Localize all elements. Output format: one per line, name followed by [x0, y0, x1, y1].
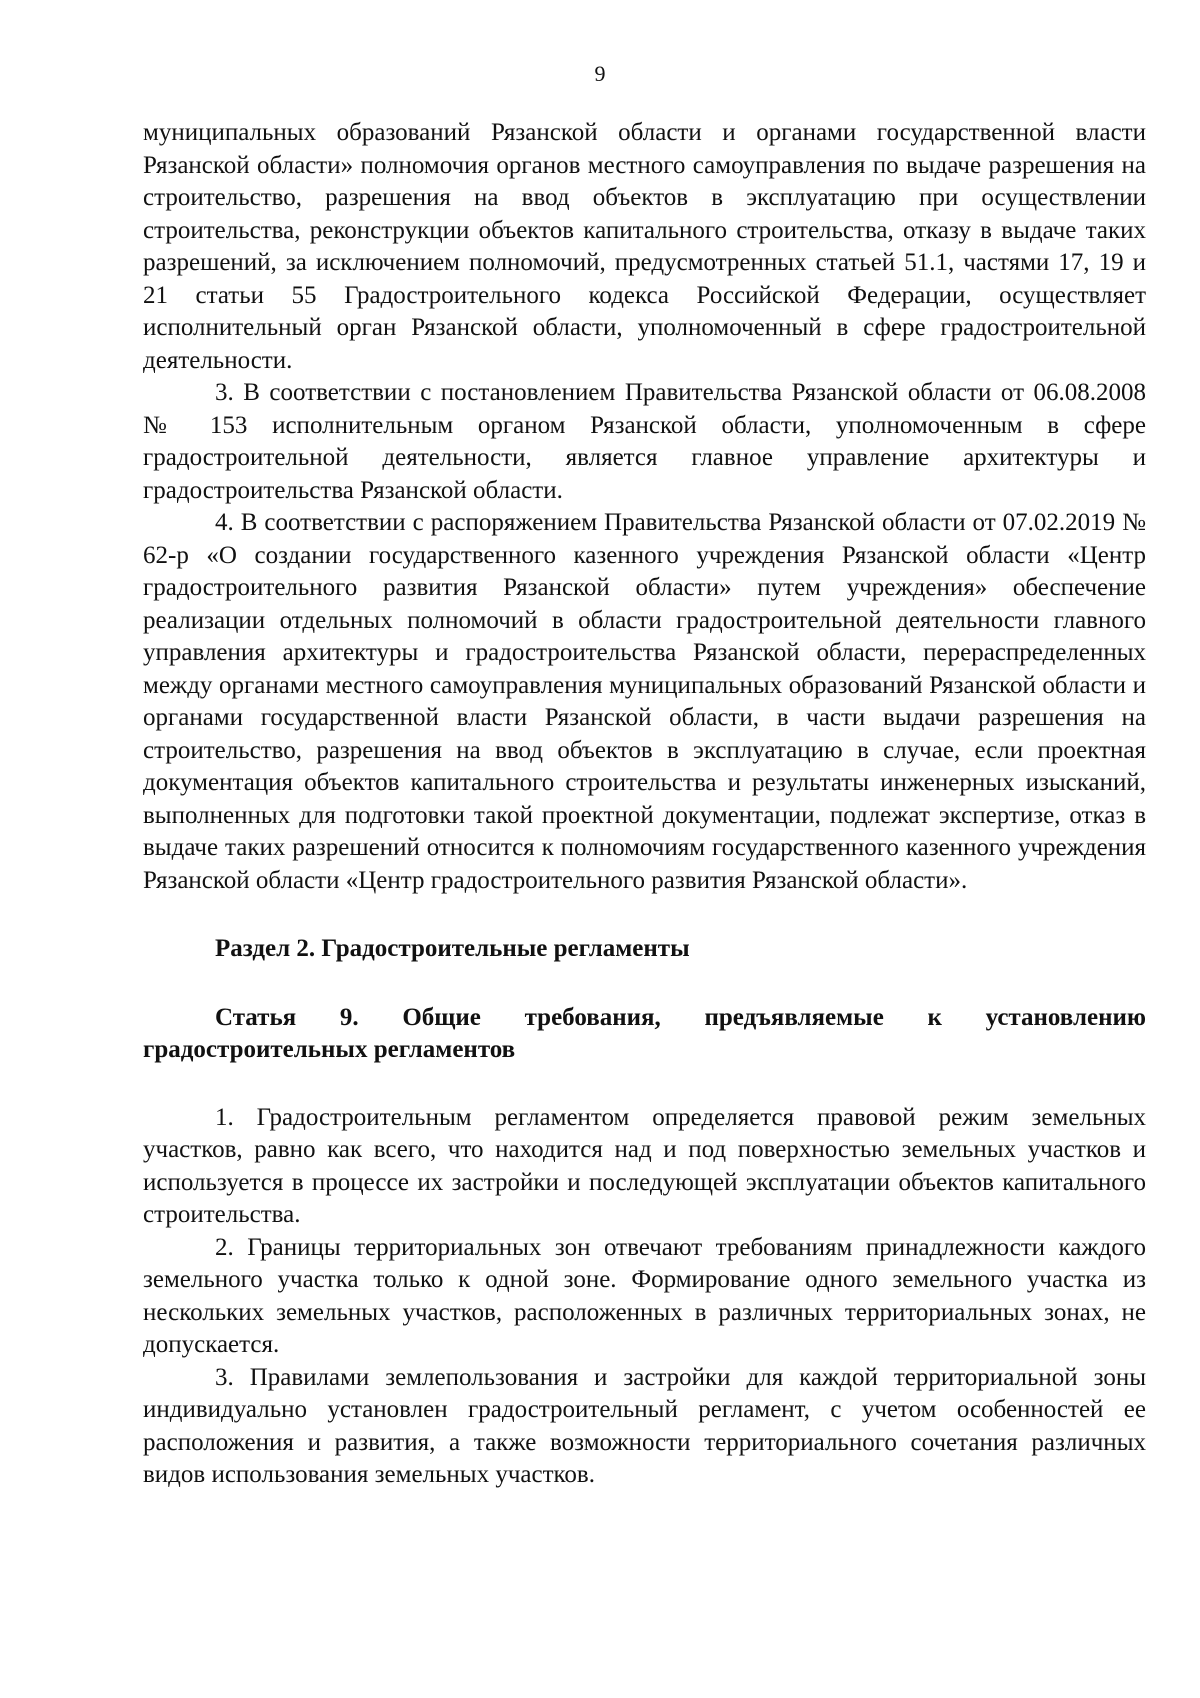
paragraph-3: 3. В соответствии с постановлением Правительства Рязанской области от 06.08.2008 № 153 исполнительным органом Рязанской области, уполномоченным в сфере градостроительной деятельности, является главное управление архитектуры и градостроительства Рязанской области. [143, 379, 1146, 504]
paragraph-4: 4. В соответствии с распоряжением Правительства Рязанской области от 07.02.2019 № 62-р «О создании государственного казенного учреждения Рязанской области «Центр градостроительного развития Рязанской области» путем учреждения» обеспечение реализации отдельных полномочий в области градостроительной деятельности главного управления архитектуры и градостроительства Рязанской области, перераспределенных между органами местного самоуправления муниципальных образований Рязанской области и органами государственной власти Рязанской области, в части выдачи разрешения на строительство, разрешения на ввод объектов в эксплуатацию в случае, если проектная документация объектов капитального строительства и результаты инженерных изысканий, выполненных для подготовки такой проектной документации, подлежат экспертизе, отказ в выдаче таких разрешений относится к полномочиям государственного казенного учреждения Рязанской области «Центр градостроительного развития Рязанской области». [143, 509, 1146, 894]
page-number: 9 [594, 61, 606, 86]
article-paragraph-3: 3. Правилами землепользования и застройки для каждой территориальной зоны индивидуально установлен градостроительный регламент, с учетом особенностей ее расположения и развития, а также возможности территориального сочетания различных видов использования земельных участков. [143, 1363, 1146, 1488]
paragraph-continuation: муниципальных образований Рязанской области и органами государственной власти Рязанской области» полномочия органов местного самоуправления по выдаче разрешения на строительство, разрешения на ввод объектов в эксплуатацию при осуществлении строительства, реконструкции объектов капитального строительства, отказу в выдаче таких разрешений, за исключением полномочий, предусмотренных статьей 51.1, частями 17, 19 и 21 статьи 55 Градостроительного кодекса Российской Федерации, осуществляет исполнительный орган Рязанской области, уполномоченный в сфере градостроительной деятельности. [143, 119, 1146, 374]
article-paragraph-1: 1. Градостроительным регламентом определяется правовой режим земельных участков, равно как всего, что находится над и под поверхностью земельных участков и используется в процессе их застройки и последующей эксплуатации объектов капитального строительства. [143, 1103, 1146, 1228]
section-heading: Раздел 2. Градостроительные регламенты [215, 935, 690, 962]
article-heading: Статья 9. Общие требования, предъявляемые к установлению градостроительных регламентов [143, 1003, 1146, 1063]
document-body [143, 117, 1146, 1492]
article-paragraph-2: 2. Границы территориальных зон отвечают требованиям принадлежности каждого земельного участка только к одной зоне. Формирование одного земельного участка из нескольких земельных участков, расположенных в различных территориальных зонах, не допускается. [143, 1233, 1146, 1358]
